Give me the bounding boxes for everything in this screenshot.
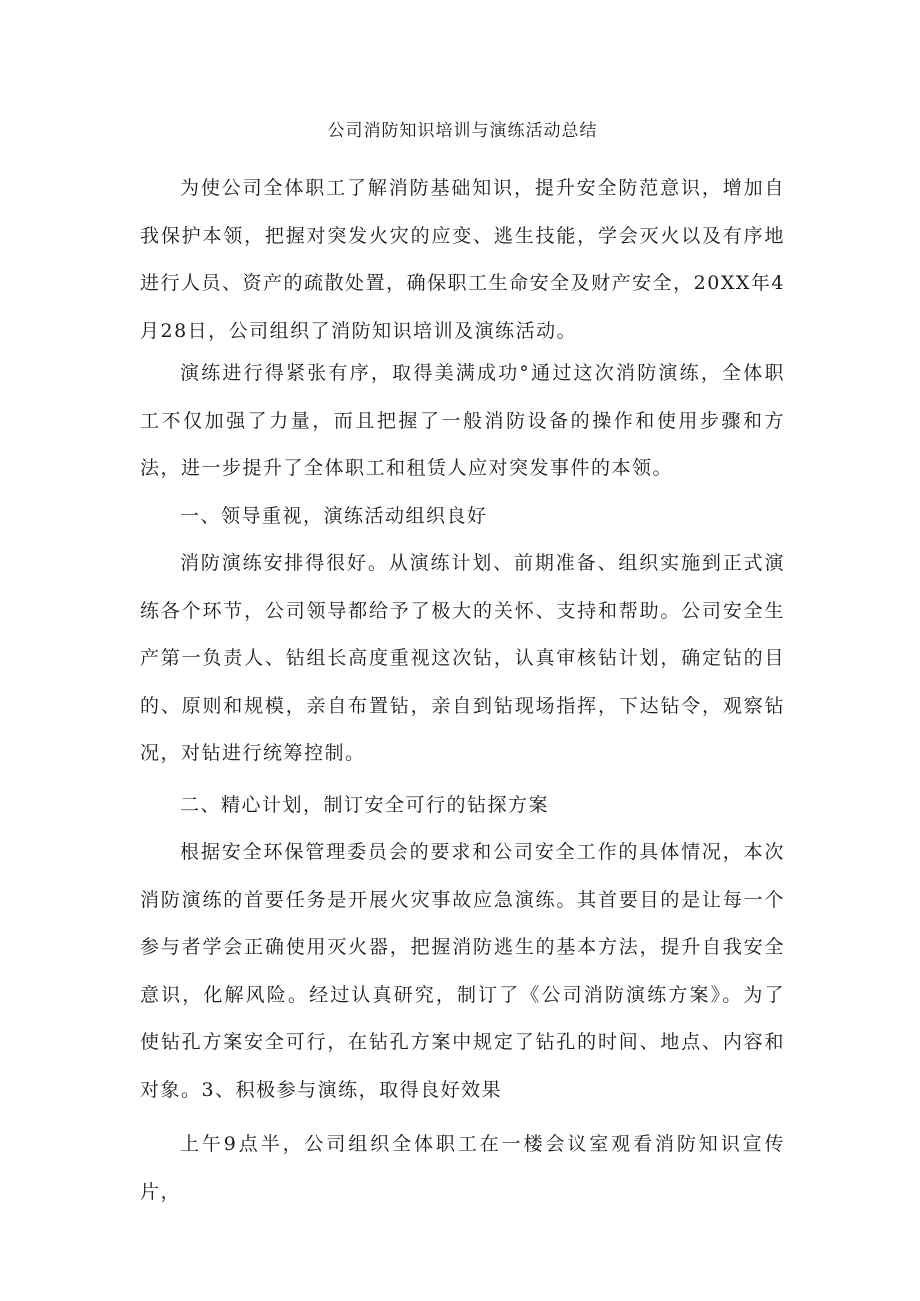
section-heading-1: 一、领导重视，演练活动组织良好 — [180, 505, 488, 527]
document-title: 公司消防知识培训与演练活动总结 — [327, 121, 598, 141]
paragraph-morning: 上午9点半，公司组织全体职工在一楼会议室观看消防知识宣传片， — [140, 1133, 785, 1203]
paragraph-planning: 根据安全环保管理委员会的要求和公司安全工作的具体情况，本次消防演练的首要任务是开展火灾事故应急演练。其首要目的是让每一个参与者学会正确使用灭火器，把握消防逃生的基本方法，提升自我安全意识，化解风险。经过认真研究，制订了《公司消防演练方案》。为了使钻孔方案安全可行，在钻孔方案中规定了钻孔的时间、地点、内容和对象。3、积极参与演练，取得良好效果 — [140, 841, 785, 1101]
section-heading-2: 二、精心计划，制订安全可行的钻探方案 — [180, 794, 550, 816]
paragraph-summary: 演练进行得紧张有序，取得美满成功°通过这次消防演练，全体职工不仅加强了力量，而且把握了一般消防设备的操作和使用步骤和方法，进一步提升了全体职工和租赁人应对突发事件的本领。 — [140, 362, 785, 479]
paragraph-leadership: 消防演练安排得很好。从演练计划、前期准备、组织实施到正式演练各个环节，公司领导都给予了极大的关怀、支持和帮助。公司安全生产第一负责人、钻组长高度重视这次钻，认真审核钻计划，确定钻的目的、原则和规模，亲自布置钻，亲自到钻现场指挥，下达钻令，观察钻况，对钻进行统筹控制。 — [140, 552, 785, 764]
paragraph-intro: 为使公司全体职工了解消防基础知识，提升安全防范意识，增加自我保护本领，把握对突发火灾的应变、逃生技能，学会灭火以及有序地进行人员、资产的疏散处置，确保职工生命安全及财产安全，20XX年4月28日，公司组织了消防知识培训及演练活动。 — [140, 177, 785, 342]
